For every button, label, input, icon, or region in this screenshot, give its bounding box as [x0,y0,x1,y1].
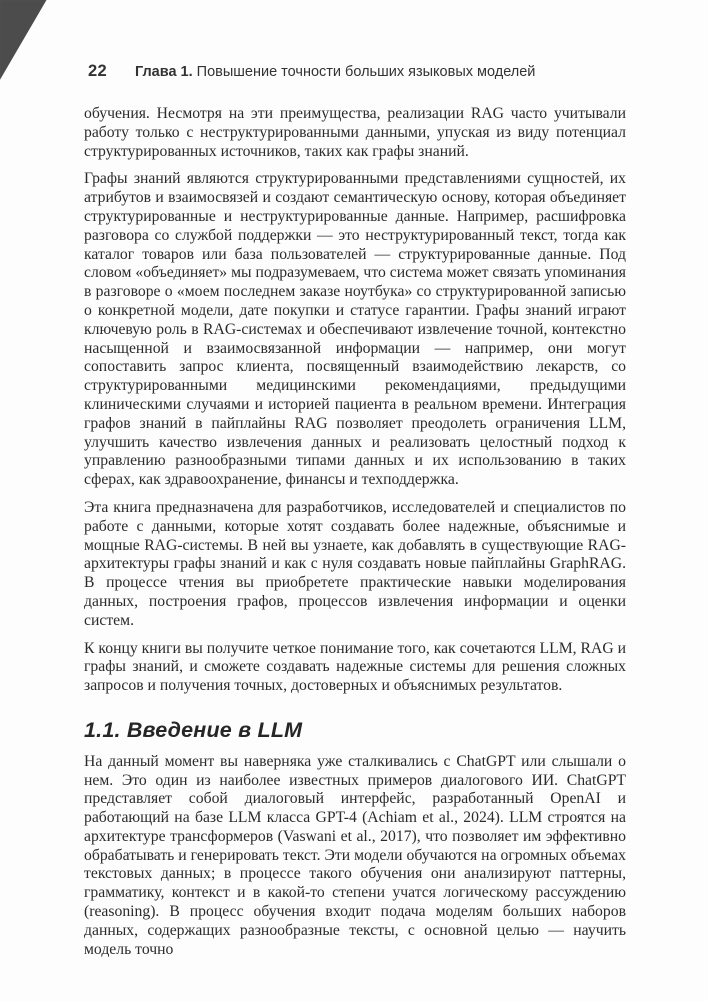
page-number: 22 [88,62,107,80]
paragraph: На данный момент вы наверняка уже сталкивались с ChatGPT или слышали о нем. Это один из наиболее известных примеров диалогового ИИ. ChatGPT представляет собой диалоговый интерфейс, разработанный OpenAI и работающий на базе LLM класса GPT-4 (Achiam et al., 2024). LLM строятся на архитектуре трансформеров (Vaswani et al., 2017), что позволяет им эффективно обрабатывать и генерировать текст. Эти модели обучаются на огромных объемах текстовых данных; в процессе такого обучения они анализируют паттерны, грамматику, контекст и в какой-то степени учатся логическому рассуждению (reasoning). В процесс обучения входит подача моделям больших наборов данных, содержащих разнообразные тексты, с основной целью — научить модель точно [84,752,626,958]
paragraph: Графы знаний являются структурированными представлениями сущностей, их атрибутов и взаимосвязей и создают семантическую основу, которая объединяет структурированные и неструктурированные данные. Например, расшифровка разговора со службой поддержки — это неструктурированный текст, тогда как каталог товаров или база пользователей — структурированные данные. Под словом «объединяет» мы подразумеваем, что система может связать упоминания в разговоре о «моем последнем заказе ноутбука» со структурированной записью о конкретной модели, дате покупки и статусе гарантии. Графы знаний играют ключевую роль в RAG-системах и обеспечивают извлечение точной, контекстно насыщенной и взаимосвязанной информации — например, они могут сопоставить запрос клиента, посвященный взаимодействию лекарств, со структурированными медицинскими рекомендациями, предыдущими клиническими случаями и историей пациента в реальном времени. Интеграция графов знаний в пайплайны RAG позволяет преодолеть ограничения LLM, улучшить качество извлечения данных и реализовать целостный подход к управлению разнообразными типами данных и их использованию в таких сферах, как здравоохранение, финансы и техподдержка. [84,170,626,489]
chapter-label: Глава 1. [134,64,193,80]
chapter-title: Повышение точности больших языковых моделей [196,64,536,80]
photo-corner-shadow [0,0,54,94]
paragraph: Эта книга предназначена для разработчиков, исследователей и специалистов по работе с данными, которые хотят создавать более надежные, объяснимые и мощные RAG-системы. В ней вы узнаете, как добавлять в существующие RAG-архитектуры графы знаний и как с нуля создавать новые пайплайны GraphRAG. В процессе чтения вы приобретете практические навыки моделирования данных, построения графов, процессов извлечения информации и оценки систем. [84,498,626,629]
section-heading: 1.1. Введение в LLM [84,717,303,742]
paragraph: К концу книги вы получите четкое понимание того, как сочетаются LLM, RAG и графы знаний, и сможете создавать надежные системы для решения сложных запросов и получения точных, достоверных и объяснимых результатов. [84,639,626,695]
page-body [84,105,626,968]
running-header [88,62,628,81]
paragraph: обучения. Несмотря на эти преимущества, реализации RAG часто учитывали работу только с неструктурированными данными, упуская из виду потенциал структурированных источников, таких как графы знаний. [84,105,626,160]
